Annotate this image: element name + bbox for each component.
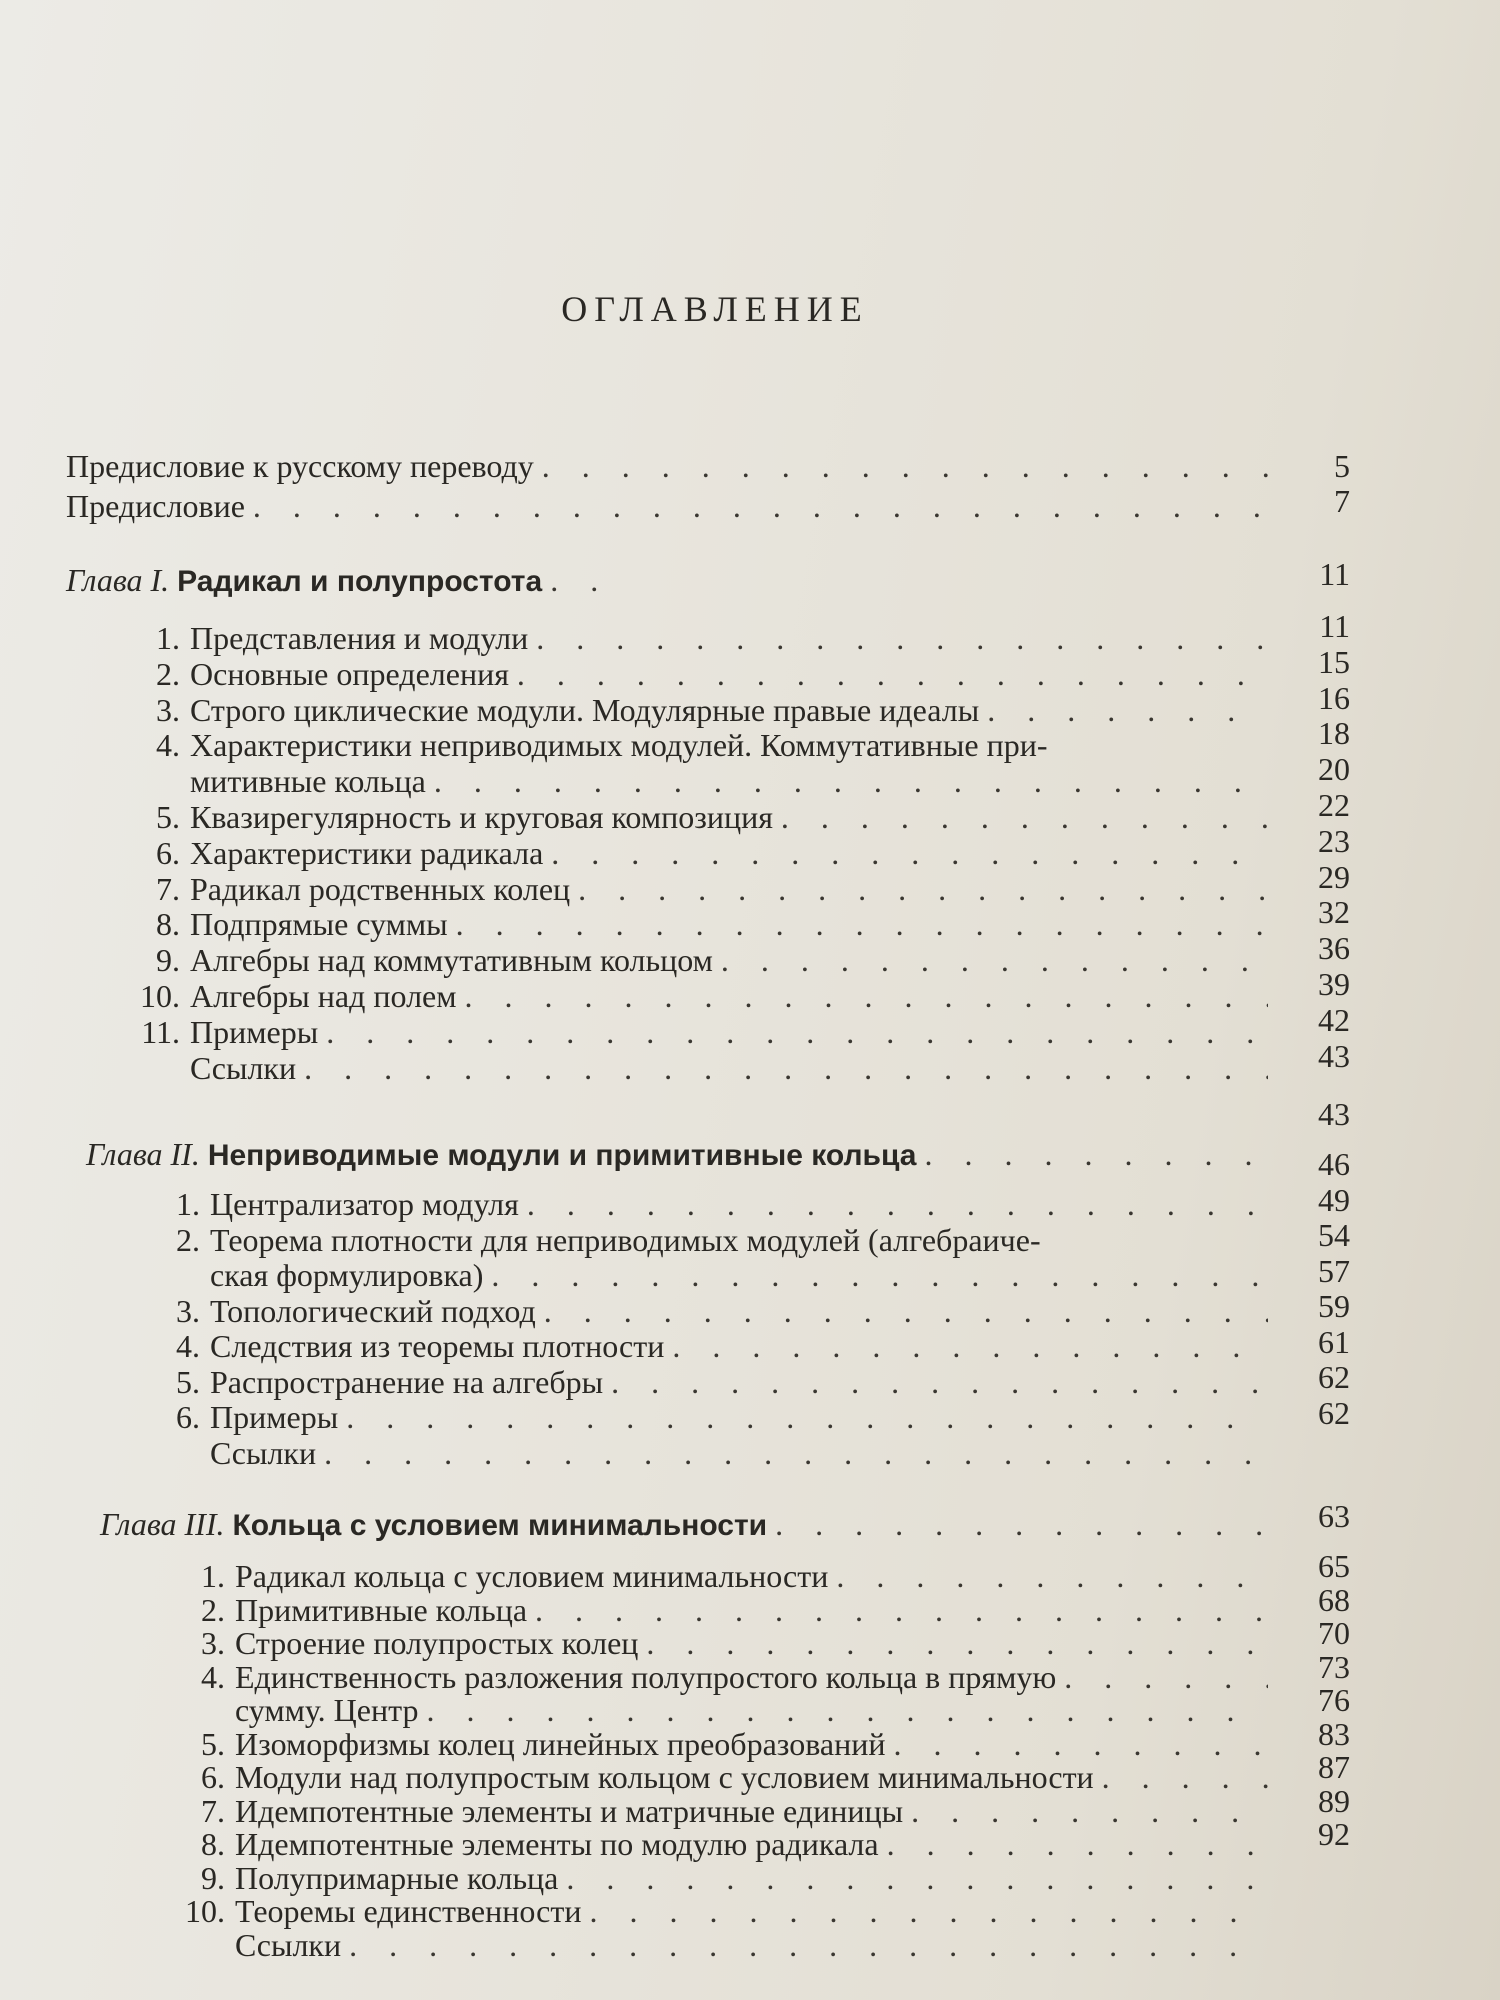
section-title: Ссылки xyxy=(235,1926,342,1963)
chapter-label: Глава III. xyxy=(100,1506,225,1542)
toc-section-entry[interactable] xyxy=(150,1895,1268,1927)
chapter-page: 63 xyxy=(1318,1498,1350,1534)
toc-section-entry[interactable] xyxy=(150,1560,1268,1592)
toc-section-entry[interactable] xyxy=(150,1725,1268,1762)
section-title: Алгебры над полем xyxy=(190,978,457,1014)
section-number: 11. xyxy=(141,1013,180,1050)
section-title: Примеры xyxy=(210,1399,339,1435)
section-title: митивные кольца xyxy=(190,763,426,800)
toc-section-entry[interactable] xyxy=(140,1363,1268,1400)
toc-section-entry[interactable] xyxy=(120,763,1268,800)
toc-entry-preface[interactable] xyxy=(66,490,1271,522)
section-page: 87 xyxy=(1318,1749,1350,1785)
section-number: 4. xyxy=(201,1658,225,1695)
section-number: 6. xyxy=(156,834,180,871)
section-title: Теорема плотности для неприводимых модулей (алгебраиче- xyxy=(210,1221,1041,1258)
section-title: Представления и модули xyxy=(190,620,529,656)
section-number: 10. xyxy=(185,1893,225,1929)
section-title: Централизатор модуля xyxy=(210,1186,519,1222)
toc-section-entry[interactable] xyxy=(120,834,1268,871)
section-page: 43 xyxy=(1318,1037,1350,1074)
section-title: Единственность разложения полупростого кольца в прямую xyxy=(235,1658,1057,1695)
section-page: 70 xyxy=(1318,1615,1350,1651)
chapter-label: Глава II. xyxy=(86,1136,200,1172)
section-title: Примеры xyxy=(190,1013,319,1050)
toc-section-entry[interactable] xyxy=(120,1013,1268,1050)
section-number: 9. xyxy=(201,1859,225,1896)
toc-section-entry[interactable] xyxy=(140,1434,1268,1471)
section-title: Примитивные кольца xyxy=(235,1591,528,1628)
section-title: Топологический подход xyxy=(210,1292,536,1329)
toc-section-entry[interactable] xyxy=(120,906,1268,943)
section-title: Строго циклические модули. Модулярные правые идеалы xyxy=(190,691,980,728)
section-page: 59 xyxy=(1318,1288,1350,1324)
toc-section-entry[interactable] xyxy=(120,622,1268,654)
section-page: 15 xyxy=(1318,643,1350,680)
section-page: 23 xyxy=(1318,822,1350,859)
section-page: 61 xyxy=(1318,1323,1350,1360)
section-number: 8. xyxy=(156,906,180,943)
section-number: 2. xyxy=(176,1221,200,1258)
toc-entry-preface-translation[interactable] xyxy=(66,450,1271,482)
section-title: Распространение на алгебры xyxy=(210,1363,604,1400)
section-page: 20 xyxy=(1318,751,1350,788)
section-page: 62 xyxy=(1318,1394,1350,1431)
toc-section-entry[interactable] xyxy=(120,655,1268,692)
section-page: 65 xyxy=(1318,1548,1350,1584)
toc-chapter-3[interactable] xyxy=(100,1508,1280,1541)
toc-section-entry[interactable] xyxy=(150,1792,1268,1829)
chapter-page: 43 xyxy=(1318,1096,1350,1132)
toc-section-entry[interactable] xyxy=(120,870,1268,907)
toc-section-entry[interactable] xyxy=(150,1761,1268,1793)
section-number: 5. xyxy=(156,799,180,835)
chapter-title: Кольца с условием минимальности xyxy=(232,1509,768,1542)
toc-section-entry[interactable] xyxy=(140,1330,1268,1362)
section-title: Ссылки xyxy=(210,1434,317,1471)
section-number: 3. xyxy=(176,1292,200,1329)
section-title: Изоморфизмы колец линейных преобразований xyxy=(235,1725,886,1762)
toc-section-entry[interactable] xyxy=(150,1694,1268,1726)
section-number: 1. xyxy=(201,1558,225,1594)
section-number: 10. xyxy=(140,978,180,1014)
toc-section-entry[interactable] xyxy=(120,727,1268,764)
section-page: 36 xyxy=(1318,930,1350,967)
section-number: 7. xyxy=(201,1792,225,1829)
toc-section-entry[interactable] xyxy=(120,980,1268,1012)
section-page: 29 xyxy=(1318,858,1350,895)
section-title: Квазирегулярность и круговая композиция xyxy=(190,799,773,835)
toc-section-entry[interactable] xyxy=(140,1259,1268,1291)
toc-section-entry[interactable] xyxy=(150,1859,1268,1896)
section-page: 83 xyxy=(1318,1715,1350,1752)
section-number: 2. xyxy=(201,1591,225,1628)
section-page: 73 xyxy=(1318,1648,1350,1685)
toc-section-entry[interactable] xyxy=(150,1926,1268,1963)
page-title: ОГЛАВЛЕНИЕ xyxy=(561,289,869,329)
section-title: сумму. Центр xyxy=(235,1692,419,1728)
section-page: 57 xyxy=(1318,1252,1350,1289)
toc-section-entry[interactable] xyxy=(120,942,1268,979)
toc-section-entry[interactable] xyxy=(140,1292,1268,1329)
section-number: 2. xyxy=(156,655,180,692)
section-page: 54 xyxy=(1318,1217,1350,1253)
section-page: 22 xyxy=(1318,787,1350,823)
section-number: 5. xyxy=(201,1725,225,1762)
section-number: 6. xyxy=(176,1399,200,1435)
section-number: 3. xyxy=(156,691,180,728)
section-page: 49 xyxy=(1318,1181,1350,1218)
chapter-page: 11 xyxy=(1319,556,1350,592)
entry-title: Предисловие к русскому переводу xyxy=(66,448,534,484)
toc-section-entry[interactable] xyxy=(150,1591,1268,1628)
section-number: 5. xyxy=(176,1363,200,1400)
section-title: Идемпотентные элементы по модулю радикала xyxy=(235,1826,879,1862)
toc-chapter-2[interactable] xyxy=(86,1138,1276,1171)
chapter-label: Глава I. xyxy=(66,562,170,598)
entry-page: 5 xyxy=(1334,448,1350,484)
section-number: 4. xyxy=(176,1328,200,1364)
entry-page: 7 xyxy=(1334,483,1350,519)
section-number: 4. xyxy=(156,727,180,764)
section-page: 32 xyxy=(1318,894,1350,931)
section-number: 6. xyxy=(201,1759,225,1795)
section-page: 92 xyxy=(1318,1816,1350,1852)
section-title: Алгебры над коммутативным кольцом xyxy=(190,942,713,979)
toc-section-entry[interactable] xyxy=(140,1221,1268,1258)
section-number: 1. xyxy=(176,1186,200,1222)
section-title: Подпрямые суммы xyxy=(190,906,448,943)
section-number: 8. xyxy=(201,1826,225,1862)
section-page: 62 xyxy=(1318,1359,1350,1395)
section-title: Строение полупростых колец xyxy=(235,1625,639,1661)
toc-section-entry[interactable] xyxy=(140,1401,1268,1433)
chapter-title: Радикал и полупростота xyxy=(177,565,543,598)
toc-section-entry[interactable] xyxy=(120,801,1268,833)
section-number: 7. xyxy=(156,870,180,907)
section-page: 18 xyxy=(1318,715,1350,752)
section-title: ская формулировка) xyxy=(210,1257,484,1293)
section-title: Модули над полупростым кольцом с условием минимальности xyxy=(235,1759,1094,1795)
section-title: Следствия из теоремы плотности xyxy=(210,1328,665,1364)
section-page: 11 xyxy=(1319,608,1350,644)
section-title: Ссылки xyxy=(190,1049,297,1086)
section-page: 76 xyxy=(1318,1682,1350,1718)
toc-section-entry[interactable] xyxy=(120,691,1268,728)
section-title: Радикал родственных колец xyxy=(190,870,571,907)
section-title: Радикал кольца с условием минимальности xyxy=(235,1558,829,1594)
section-page: 46 xyxy=(1318,1146,1350,1182)
section-title: Характеристики радикала xyxy=(190,834,544,871)
toc-section-entry[interactable] xyxy=(120,1049,1268,1086)
section-title: Характеристики неприводимых модулей. Коммутативные при- xyxy=(190,727,1048,764)
toc-section-entry[interactable] xyxy=(150,1627,1268,1659)
toc-section-entry[interactable] xyxy=(150,1658,1268,1695)
section-title: Теоремы единственности xyxy=(235,1893,582,1929)
section-page: 89 xyxy=(1318,1782,1350,1819)
section-page: 42 xyxy=(1318,1001,1350,1038)
section-title: Основные определения xyxy=(190,655,509,692)
section-number: 1. xyxy=(156,620,180,656)
section-page: 68 xyxy=(1318,1581,1350,1618)
section-number: 3. xyxy=(201,1625,225,1661)
section-title: Идемпотентные элементы и матричные единицы xyxy=(235,1792,904,1829)
section-title: Полупримарные кольца xyxy=(235,1859,559,1896)
section-page: 39 xyxy=(1318,966,1350,1002)
section-page: 16 xyxy=(1318,679,1350,716)
toc-section-entry[interactable] xyxy=(150,1828,1268,1860)
section-number: 9. xyxy=(156,942,180,979)
entry-title: Предисловие xyxy=(66,488,245,524)
toc-chapter-1[interactable] xyxy=(66,564,1271,597)
toc-section-entry[interactable] xyxy=(140,1188,1268,1220)
chapter-title: Неприводимые модули и примитивные кольца xyxy=(207,1139,917,1172)
